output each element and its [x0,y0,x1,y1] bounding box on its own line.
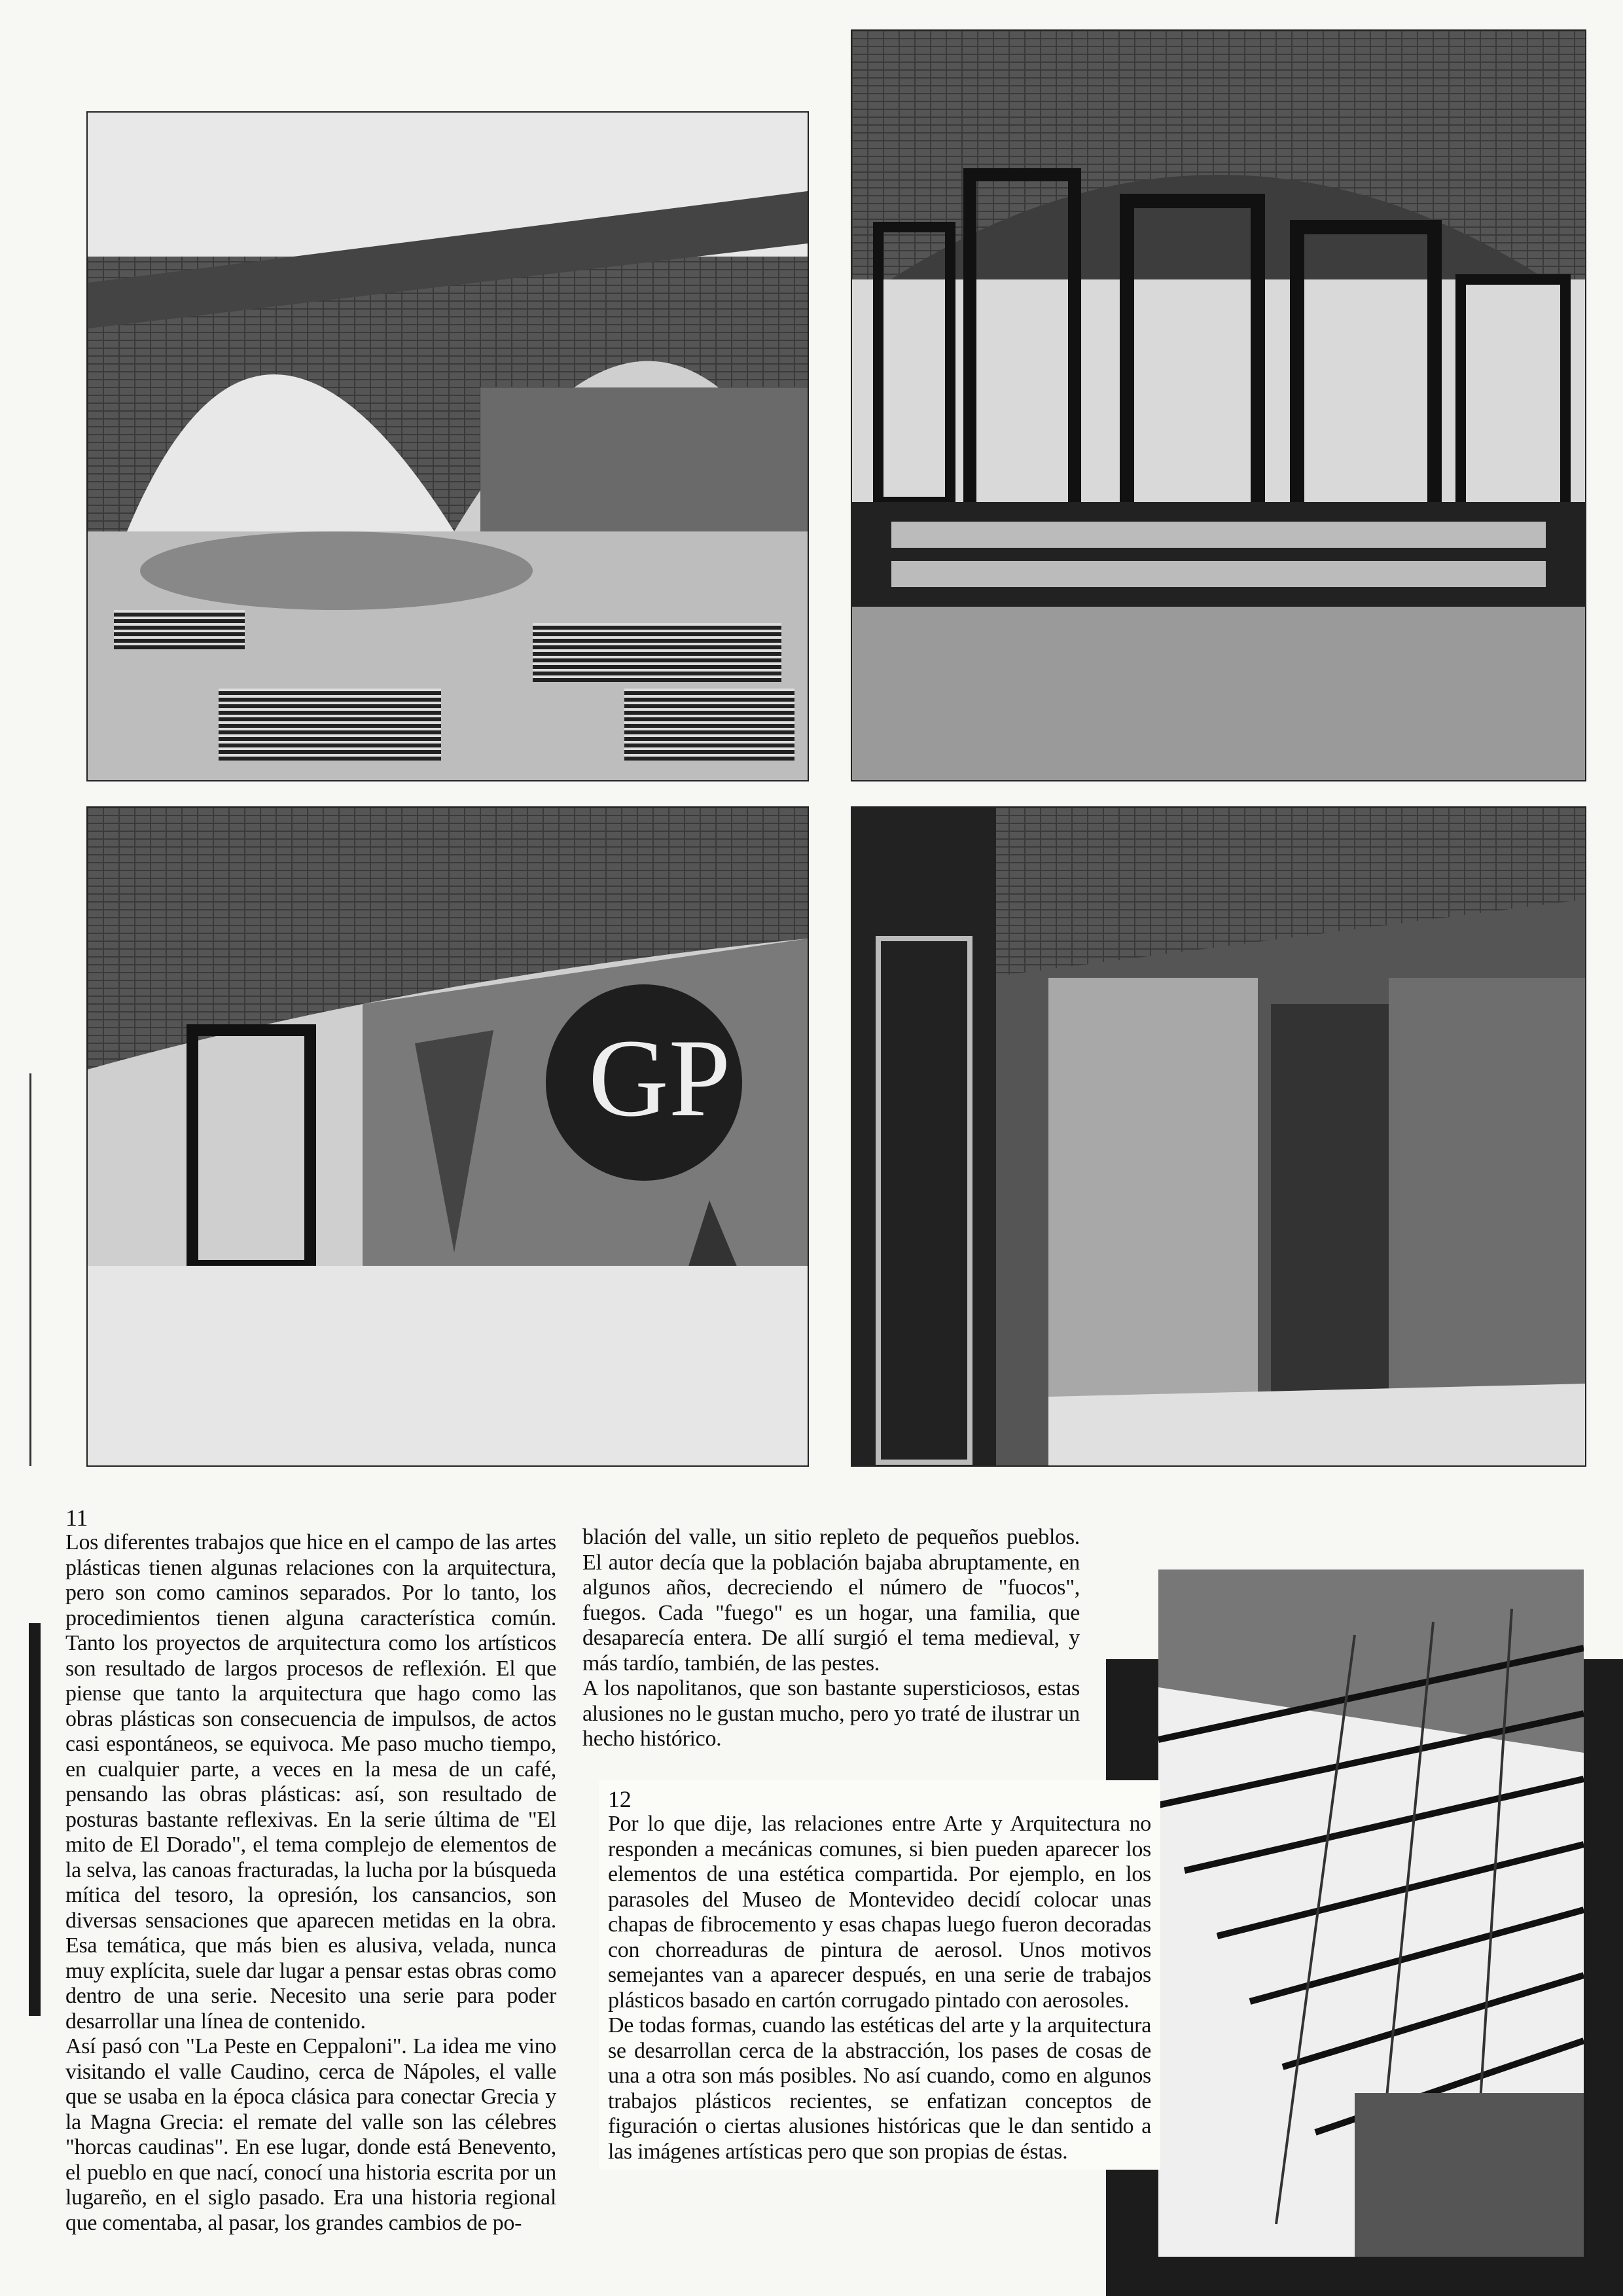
svg-text:GP: GP [588,1016,731,1139]
photo-vaulted-corridor [851,806,1586,1467]
section-11-continuation-column [582,1525,1080,1752]
section-11-paragraph-2: Así pasó con "La Peste en Ceppaloni". La idea me vino visitando el valle Caudino, cerca de Nápoles, el valle que se usaba en la época clásica para conectar Grecia y la Magna Grecia: el remate del valle son las célebres "horcas caudinas". En ese lugar, donde está Benevento, el pueblo en que nací, conocí una historia escrita por un lugareño, en el siglo pasado. Era una historia regional que comentaba, al pasar, los grandes cambios de po- [65,2034,556,2235]
left-margin-line [29,1073,31,1466]
photo-bridge-arches [86,111,809,781]
section-12-number: 12 [608,1786,632,1812]
section-11-paragraph-1: Los diferentes trabajos que hice en el campo de las artes plásticas tienen algunas relaciones con la arquitectura, pero son como caminos separados. Por lo tanto, los procedimientos tienen alguna característica común. Tanto los proyectos de arquitectura como los artísticos son resultado de largos procesos de reflexión. El que piense que tanto la arquitectura que hago como las obras plásticas son consecuencia de impulsos, de actos casi espontáneos, se equivoca. Me paso mucho tiempo, en cualquier parte, a veces en la mesa de un café, pensando las obras plásticas: así, son resultado de posturas bastante reflexivas. En la serie última de "El mito de El Dorado", el tema complejo de elementos de la selva, las canoas fracturadas, la lucha por la búsqueda mítica del tesoro, la opresión, los cansancios, son diversas sensaciones que aparecen metidas en la obra. Esa temática, que más bien es alusiva, velada, nunca muy explícita, suele dar lugar a pensar estas obras como dentro de una serie. Necesito una serie para poder desarrollar una línea de contenido. [65,1530,556,2034]
photo-parasol-facade [1158,1570,1584,2257]
section-11-number: 11 [65,1505,88,1531]
left-dark-strip [29,1623,41,2016]
section-11-column [65,1505,556,2236]
section-12-column [599,1780,1160,2170]
section-12-paragraph-1: Por lo que dije, las relaciones entre Arte y Arquitectura no responden a mecánicas comunes, si bien pueden aparecer los elementos de una estética compartida. Por ejemplo, en los parasoles del Museo de Montevideo decidí colocar unas chapas de fibrocemento y esas chapas luego fueron decoradas con chorreaduras de pintura de aerosol. Unos motivos semejantes van a aparecer después, en una serie de trabajos plásticos basado en cartón corrugado pintado con aerosoles. [608,1812,1151,2013]
section-12-paragraph-2: De todas formas, cuando las estéticas del arte y la arquitectura se desarrollan cerca de la abstracción, los pases de cosas de una a otra son más posibles. No así cuando, como en algunos trabajos plásticos recientes, se enfatizan conceptos de figuración o ciertas alusiones históricas que le dan sentido a las imágenes artísticas pero que son propias de éstas. [608,2013,1151,2164]
section-11-paragraph-4: A los napolitanos, que son bastante supersticiosos, estas alusiones no le gustan mucho, pero yo traté de ilustrar un hecho histórico. [582,1676,1080,1751]
photo-vaulted-interior [851,29,1586,781]
photo-mural-corridor [86,806,809,1467]
section-11-paragraph-3: blación del valle, un sitio repleto de pequeños pueblos. El autor decía que la población bajaba abruptamente, en algunos años, decreciendo el número de "fuocos", fuegos. Cada "fuego" es un hogar, una familia, que desaparecía entera. De allí surgió el tema medieval, y más tardío, también, de las pestes. [582,1525,1080,1676]
